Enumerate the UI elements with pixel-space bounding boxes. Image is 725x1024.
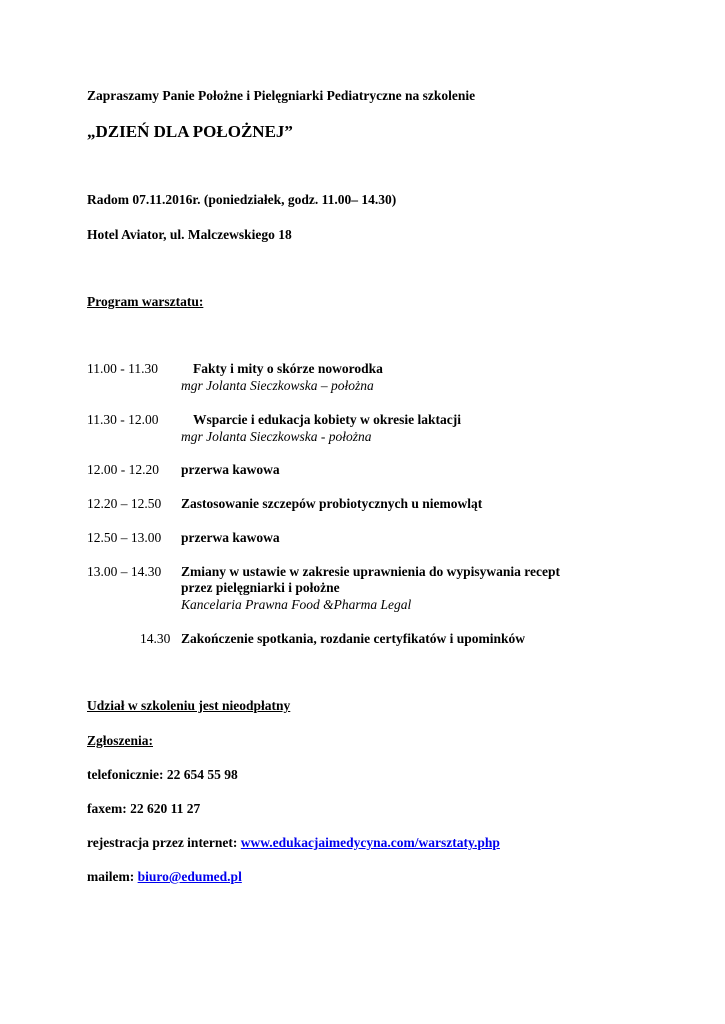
program-topic-continued: przez pielęgniarki i położne [181,580,340,595]
program-topic: Zmiany w ustawie w zakresie uprawnienia do wypisywania recept [181,564,561,579]
program-topic: Zastosowanie szczepów probiotycznych u niemowląt [181,496,483,511]
free-participation-note: Udział w szkoleniu jest nieodpłatny [87,698,291,713]
program-time: 11.00 - 11.30 [87,361,158,376]
venue-line: Hotel Aviator, ul. Malczewskiego 18 [87,227,292,242]
program-time: 12.00 - 12.20 [87,462,159,477]
program-topic: przerwa kawowa [181,530,280,545]
program-time: 11.30 - 12.00 [87,412,159,427]
program-time: 12.20 – 12.50 [87,496,162,511]
email-line [87,869,242,885]
program-speaker: mgr Jolanta Sieczkowska - położna [181,429,372,444]
event-title: „DZIEŃ DLA POŁOŻNEJ” [87,122,293,141]
email-label: mailem: [87,869,138,884]
program-topic: przerwa kawowa [181,462,280,477]
program-topic: Zakończenie spotkania, rozdanie certyfikatów i upominków [181,631,526,646]
email-link[interactable]: biuro@edumed.pl [137,869,242,884]
program-time: 12.50 – 13.00 [87,530,162,545]
web-registration-line [87,835,500,851]
registration-link[interactable]: www.edukacjaimedycyna.com/warsztaty.php [240,835,500,850]
program-time: 14.30 [140,631,171,646]
program-speaker: Kancelaria Prawna Food &Pharma Legal [181,597,412,612]
phone-line: telefonicznie: 22 654 55 98 [87,767,238,782]
program-topic: Fakty i mity o skórze noworodka [193,361,383,376]
invitation-line: Zapraszamy Panie Położne i Pielęgniarki Pediatryczne na szkolenie [87,88,476,103]
web-registration-label: rejestracja przez internet: [87,835,241,850]
signup-heading: Zgłoszenia: [87,733,153,748]
date-line: Radom 07.11.2016r. (poniedziałek, godz. 11.00– 14.30) [87,192,397,207]
program-time: 13.00 – 14.30 [87,564,162,579]
program-speaker: mgr Jolanta Sieczkowska – położna [181,378,374,393]
program-topic: Wsparcie i edukacja kobiety w okresie laktacji [193,412,461,427]
fax-line: faxem: 22 620 11 27 [87,801,201,816]
program-heading: Program warsztatu: [87,294,204,309]
